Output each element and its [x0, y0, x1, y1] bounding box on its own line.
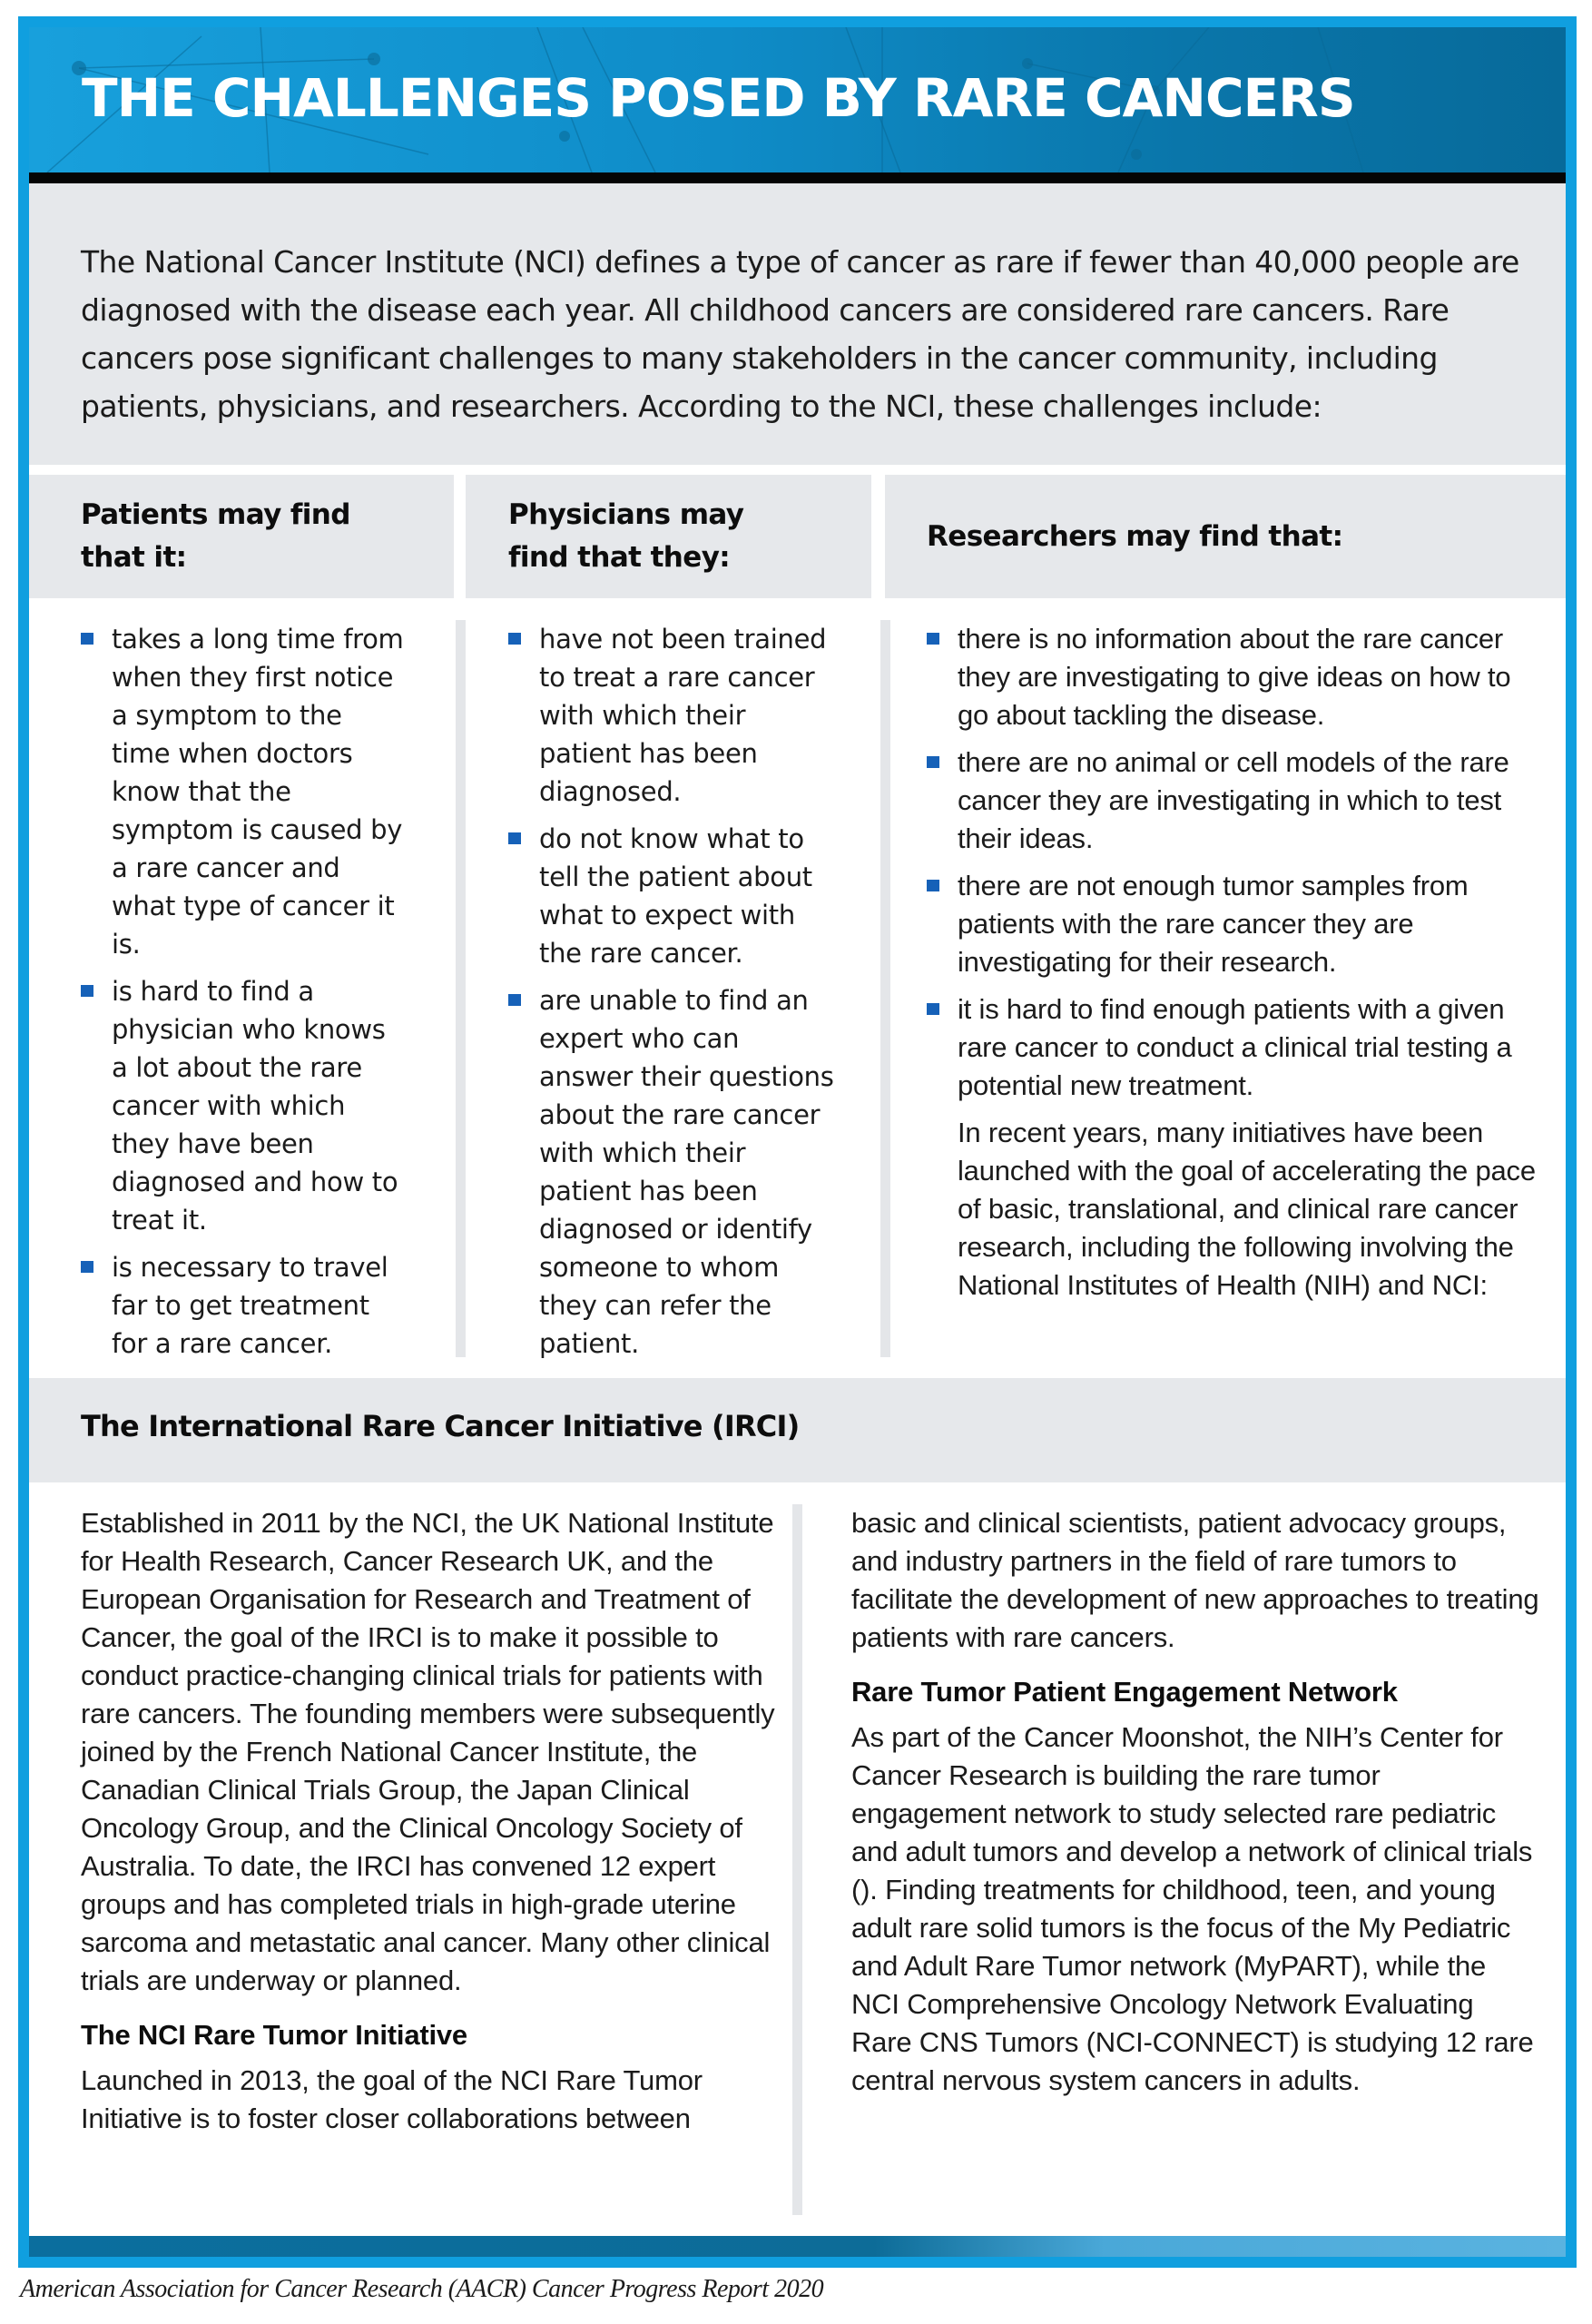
list-item: there are not enough tumor samples from patients with the rare cancer they are investigating for their research. [927, 867, 1544, 981]
bottom-decorative-band [29, 2236, 1566, 2257]
square-bullet-icon [81, 1261, 93, 1273]
rtpen-heading: Rare Tumor Patient Engagement Network [851, 1676, 1398, 1708]
rti-text-part1: Launched in 2013, the goal of the NCI Rare Tumor Initiative is to foster closer collaborations between [81, 2064, 703, 2134]
irci-heading: The International Rare Cancer Initiative (IRCI) [81, 1409, 800, 1443]
square-bullet-icon [81, 985, 93, 997]
square-bullet-icon [927, 880, 939, 891]
researchers-column [927, 620, 1544, 1305]
column-divider [792, 1504, 802, 2215]
infographic-body [29, 27, 1566, 2257]
list-item: have not been trained to treat a rare cancer with which their patient has been diagnosed. [508, 620, 835, 811]
researchers-heading: Researchers may find that: [927, 519, 1343, 553]
patients-list [81, 620, 408, 1363]
researchers-list [927, 620, 1544, 1105]
physicians-heading: Physicians may find that they: [508, 498, 744, 574]
square-bullet-icon [508, 994, 521, 1006]
rtpen-text: As part of the Cancer Moonshot, the NIH’s Center for Cancer Research is building the rare tumor engagement network to study selected rare pediatric and adult tumors and develop a network of clinical trials (). Finding treatments for childhood, teen, and young adult rare solid tumors is the focus of the My Pediatric and Adult Rare Tumor network (MyPART), while the NCI Comprehensive Oncology Network Evaluating Rare CNS Tumors (NCI-CONNECT) is studying 12 rare central nervous system cancers in adults. [851, 1721, 1534, 2096]
list-item: there is no information about the rare cancer they are investigating to give ideas on how to go about tackling the disease. [927, 620, 1544, 734]
physicians-column-header [466, 475, 871, 598]
list-item: is necessary to travel far to get treatment for a rare cancer. [81, 1248, 408, 1363]
square-bullet-icon [508, 633, 521, 645]
title-banner [29, 27, 1566, 172]
rti-text-part2: basic and clinical scientists, patient advocacy groups, and industry partners in the field of rare tumors to facilitate the development of new approaches to treating patients with rare cancers. [851, 1507, 1539, 1653]
researchers-column-header [885, 475, 1566, 598]
title-divider [29, 172, 1566, 183]
irci-heading-band [29, 1378, 1566, 1482]
rti-heading: The NCI Rare Tumor Initiative [81, 2019, 467, 2051]
list-item: takes a long time from when they first notice a symptom to the time when doctors know that the symptom is caused by a rare cancer and what type of cancer it is. [81, 620, 408, 963]
list-item: are unable to find an expert who can answer their questions about the rare cancer with which their patient has been diagnosed or identify someone to whom they can refer the patient. [508, 981, 835, 1363]
physicians-column [508, 620, 835, 1372]
square-bullet-icon [81, 633, 93, 645]
intro-panel [29, 183, 1566, 465]
source-credit: American Association for Cancer Research (AACR) Cancer Progress Report 2020 [20, 2275, 824, 2303]
square-bullet-icon [927, 756, 939, 768]
patients-heading: Patients may find that it: [81, 498, 350, 574]
physicians-list [508, 620, 835, 1363]
column-divider [456, 620, 466, 1357]
column-divider [880, 620, 890, 1357]
irci-text: Established in 2011 by the NCI, the UK National Institute for Health Research, Cancer Research UK, and the European Organisation for Research and Treatment of Cancer, the goal of the IRCI is to make it possible to conduct practice-changing clinical trials for patients with rare cancers. The founding members were subsequently joined by the French National Cancer Institute, the Canadian Clinical Trials Group, the Japan Clinical Oncology Group, and the Clinical Oncology Society of Australia. To date, the IRCI has convened 12 expert groups and has completed trials in high-grade uterine sarcoma and metastatic anal cancer. Many other clinical trials are underway or planned. [81, 1507, 775, 1996]
list-item: it is hard to find enough patients with a given rare cancer to conduct a clinical trial testing a potential new treatment. [927, 990, 1544, 1105]
initiatives-lead-in: In recent years, many initiatives have been launched with the goal of accelerating the pace of basic, translational, and clinical rare cancer research, including the following involving the National Institutes of Health (NIH) and NCI: [958, 1117, 1536, 1301]
initiatives-left-column [81, 1504, 789, 2151]
list-item: is hard to find a physician who knows a lot about the rare cancer with which they have been diagnosed and how to treat it. [81, 972, 408, 1239]
square-bullet-icon [927, 633, 939, 645]
list-item: do not know what to tell the patient about what to expect with the rare cancer. [508, 820, 835, 972]
page-title: THE CHALLENGES POSED BY RARE CANCERS [82, 67, 1355, 129]
patients-column [81, 620, 408, 1372]
infographic-frame [18, 16, 1577, 2268]
initiatives-right-column [851, 1504, 1541, 2112]
square-bullet-icon [508, 832, 521, 844]
square-bullet-icon [927, 1003, 939, 1015]
intro-text: The National Cancer Institute (NCI) defines a type of cancer as rare if fewer than 40,000 people are diagnosed with the disease each year. All childhood cancers are considered rare cancers. Rare cancers pose significant challenges to many stakeholders in the cancer community, including patients, physicians, and researchers. According to the NCI, these challenges include: [81, 244, 1519, 424]
list-item: there are no animal or cell models of the rare cancer they are investigating in which to test their ideas. [927, 743, 1544, 858]
patients-column-header [29, 475, 454, 598]
